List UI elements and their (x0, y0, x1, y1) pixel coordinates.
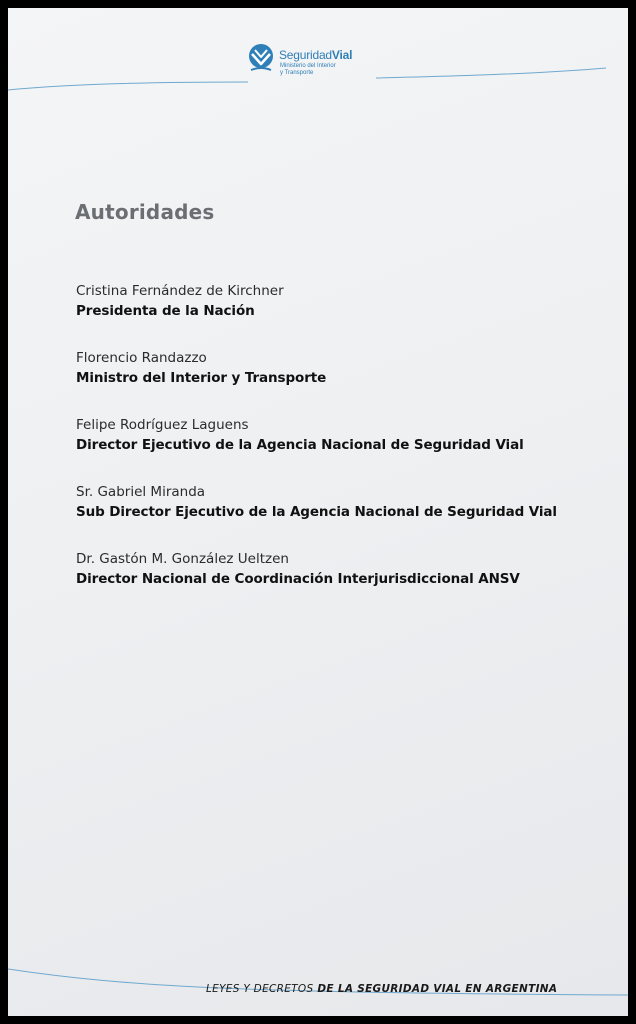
authority-entry (76, 482, 616, 549)
seguridad-vial-emblem-icon (248, 42, 274, 76)
authority-name: Dr. Gastón M. González Ueltzen (76, 551, 289, 567)
authority-name: Cristina Fernández de Kirchner (76, 283, 284, 299)
header-right-rule (376, 64, 606, 94)
authority-role: Ministro del Interior y Transporte (76, 370, 327, 386)
authority-role: Presidenta de la Nación (76, 303, 255, 319)
logo-title: SeguridadVial (279, 48, 353, 62)
authority-name: Sr. Gabriel Miranda (76, 484, 206, 500)
document-page (8, 8, 628, 1016)
logo-subtitle: Ministerio del Interior y Transporte (280, 63, 336, 76)
authority-name: Felipe Rodríguez Laguens (76, 417, 249, 433)
authority-role: Director Ejecutivo de la Agencia Nacional de Seguridad Vial (76, 437, 524, 453)
authorities-list (76, 281, 616, 616)
footer-publication-title: LEYES Y DECRETOS DE LA SEGURIDAD VIAL EN ARGENTINA (206, 983, 558, 995)
header-left-rule (8, 76, 248, 116)
seguridad-vial-logo (248, 42, 378, 88)
authority-entry (76, 348, 616, 415)
authority-role: Sub Director Ejecutivo de la Agencia Nacional de Seguridad Vial (76, 504, 557, 520)
authority-name: Florencio Randazzo (76, 350, 207, 366)
authority-entry (76, 281, 616, 348)
authority-entry (76, 415, 616, 482)
page-title: Autoridades (75, 200, 215, 224)
authority-role: Director Nacional de Coordinación Interjurisdiccional ANSV (76, 571, 520, 587)
authority-entry (76, 549, 616, 616)
